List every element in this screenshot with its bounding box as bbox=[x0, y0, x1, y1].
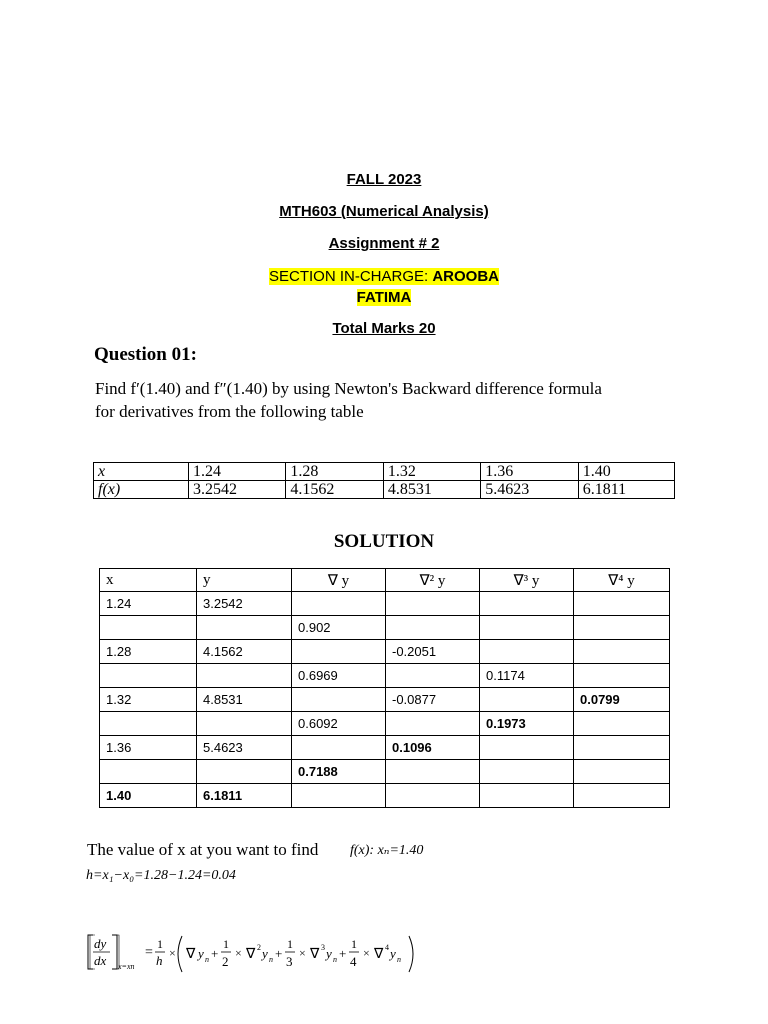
svg-text:y: y bbox=[198, 946, 204, 961]
svg-text:3: 3 bbox=[321, 943, 325, 952]
assignment-heading: Assignment # 2 bbox=[328, 235, 440, 252]
svg-text:1: 1 bbox=[223, 937, 229, 951]
cell-y: 6.1811 bbox=[197, 784, 292, 808]
section-name-first: AROOBA bbox=[432, 268, 500, 285]
svg-text:1: 1 bbox=[351, 937, 357, 951]
derivative-formula bbox=[86, 932, 431, 982]
header-nabla3: ∇³ y bbox=[480, 569, 574, 592]
given-x-row bbox=[94, 463, 675, 481]
given-fx-cell: 5.4623 bbox=[481, 481, 578, 499]
cell-d4 bbox=[574, 592, 670, 616]
svg-text:y: y bbox=[262, 946, 268, 961]
cell-d2: -0.2051 bbox=[386, 640, 480, 664]
svg-text:y: y bbox=[326, 946, 332, 961]
cell-d3 bbox=[480, 760, 574, 784]
given-x-cell: 1.36 bbox=[481, 463, 578, 481]
cell-d3 bbox=[480, 736, 574, 760]
given-x-cell: 1.32 bbox=[383, 463, 480, 481]
table-row bbox=[100, 688, 670, 712]
svg-text:2: 2 bbox=[257, 943, 261, 952]
cell-d4 bbox=[574, 664, 670, 688]
svg-text:+: + bbox=[275, 946, 283, 961]
given-x-cell: 1.24 bbox=[189, 463, 286, 481]
table-row bbox=[100, 640, 670, 664]
cell-d3 bbox=[480, 688, 574, 712]
cell-x bbox=[100, 712, 197, 736]
cell-d2 bbox=[386, 784, 480, 808]
header-x: x bbox=[100, 569, 197, 592]
cell-x bbox=[100, 760, 197, 784]
x-value-statement: The value of x at you want to find bbox=[87, 840, 319, 859]
section-label: SECTION IN-CHARGE: bbox=[268, 268, 433, 285]
cell-d4 bbox=[574, 640, 670, 664]
given-x-label: x bbox=[94, 463, 189, 481]
cell-d2 bbox=[386, 712, 480, 736]
svg-text:y: y bbox=[390, 946, 396, 961]
cell-y bbox=[197, 712, 292, 736]
cell-d4 bbox=[574, 760, 670, 784]
cell-x: 1.24 bbox=[100, 592, 197, 616]
cell-d3: 0.1973 bbox=[480, 712, 574, 736]
question-title: Question 01: bbox=[94, 344, 197, 365]
cell-d1: 0.6969 bbox=[292, 664, 386, 688]
cell-d1 bbox=[292, 640, 386, 664]
cell-d2 bbox=[386, 592, 480, 616]
cell-d2 bbox=[386, 616, 480, 640]
cell-d1 bbox=[292, 592, 386, 616]
svg-text:×: × bbox=[363, 946, 370, 960]
cell-y bbox=[197, 664, 292, 688]
cell-d1 bbox=[292, 784, 386, 808]
svg-text:x=xn: x=xn bbox=[118, 962, 135, 971]
svg-text:4: 4 bbox=[385, 943, 389, 952]
cell-d1 bbox=[292, 688, 386, 712]
difference-table bbox=[99, 568, 670, 808]
cell-x bbox=[100, 616, 197, 640]
svg-text:=: = bbox=[145, 945, 153, 960]
table-row bbox=[100, 760, 670, 784]
header-nabla4: ∇⁴ y bbox=[574, 569, 670, 592]
svg-text:n: n bbox=[333, 955, 337, 964]
cell-y: 3.2542 bbox=[197, 592, 292, 616]
cell-d2: 0.1096 bbox=[386, 736, 480, 760]
cell-x bbox=[100, 664, 197, 688]
cell-d4: 0.0799 bbox=[574, 688, 670, 712]
svg-text:n: n bbox=[397, 955, 401, 964]
table-row bbox=[100, 784, 670, 808]
cell-d3 bbox=[480, 784, 574, 808]
cell-x: 1.40 bbox=[100, 784, 197, 808]
table-row bbox=[100, 592, 670, 616]
given-fx-label: f(x) bbox=[94, 481, 189, 499]
given-fx-cell: 4.1562 bbox=[286, 481, 383, 499]
cell-y: 4.1562 bbox=[197, 640, 292, 664]
given-x-cell: 1.28 bbox=[286, 463, 383, 481]
difference-header-row bbox=[100, 569, 670, 592]
course-heading: MTH603 (Numerical Analysis) bbox=[279, 203, 489, 220]
section-incharge bbox=[0, 266, 768, 308]
cell-d1 bbox=[292, 736, 386, 760]
svg-text:dy: dy bbox=[94, 936, 107, 951]
question-line-2: for derivatives from the following table bbox=[95, 402, 364, 421]
svg-text:n: n bbox=[205, 955, 209, 964]
svg-text:1: 1 bbox=[287, 937, 293, 951]
cell-d2: -0.0877 bbox=[386, 688, 480, 712]
table-row bbox=[100, 736, 670, 760]
cell-d4 bbox=[574, 736, 670, 760]
given-fx-cell: 6.1811 bbox=[578, 481, 674, 499]
table-row bbox=[100, 664, 670, 688]
svg-text:∇: ∇ bbox=[374, 947, 384, 962]
cell-d4 bbox=[574, 784, 670, 808]
svg-text:+: + bbox=[339, 946, 347, 961]
step-size-formula: h=x₁−x₀=1.28−1.24=0.04 bbox=[86, 868, 236, 883]
question-line-1: Find f′(1.40) and f″(1.40) by using Newton's Backward difference formula bbox=[95, 379, 602, 398]
given-fx-cell: 4.8531 bbox=[383, 481, 480, 499]
solution-title: SOLUTION bbox=[333, 531, 435, 552]
cell-x: 1.36 bbox=[100, 736, 197, 760]
cell-y: 5.4623 bbox=[197, 736, 292, 760]
x-value-formula: f(x): xₙ=1.40 bbox=[350, 843, 424, 858]
svg-text:n: n bbox=[269, 955, 273, 964]
svg-text:3: 3 bbox=[286, 954, 293, 969]
svg-text:+: + bbox=[211, 946, 219, 961]
cell-d4 bbox=[574, 616, 670, 640]
cell-x: 1.28 bbox=[100, 640, 197, 664]
cell-d1: 0.6092 bbox=[292, 712, 386, 736]
cell-d1: 0.902 bbox=[292, 616, 386, 640]
table-row bbox=[100, 712, 670, 736]
cell-y bbox=[197, 616, 292, 640]
svg-text:∇: ∇ bbox=[310, 947, 320, 962]
table-row bbox=[100, 616, 670, 640]
cell-d3 bbox=[480, 592, 574, 616]
cell-x: 1.32 bbox=[100, 688, 197, 712]
given-data-table bbox=[93, 462, 675, 499]
derivative-formula-graphic bbox=[86, 932, 431, 977]
header-nabla2: ∇² y bbox=[386, 569, 480, 592]
svg-text:∇: ∇ bbox=[186, 947, 196, 962]
cell-d3 bbox=[480, 616, 574, 640]
cell-d2 bbox=[386, 760, 480, 784]
cell-d3 bbox=[480, 640, 574, 664]
cell-d3: 0.1174 bbox=[480, 664, 574, 688]
svg-text:×: × bbox=[169, 946, 176, 960]
header-y: y bbox=[197, 569, 292, 592]
cell-y bbox=[197, 760, 292, 784]
cell-d1: 0.7188 bbox=[292, 760, 386, 784]
cell-y: 4.8531 bbox=[197, 688, 292, 712]
header-nabla1: ∇ y bbox=[292, 569, 386, 592]
term-heading: FALL 2023 bbox=[346, 171, 422, 188]
cell-d4 bbox=[574, 712, 670, 736]
given-fx-cell: 3.2542 bbox=[189, 481, 286, 499]
given-x-cell: 1.40 bbox=[578, 463, 674, 481]
total-marks: Total Marks 20 bbox=[332, 320, 436, 337]
svg-text:h: h bbox=[156, 953, 163, 968]
svg-text:×: × bbox=[299, 946, 306, 960]
question-text bbox=[95, 377, 695, 423]
given-fx-row bbox=[94, 481, 675, 499]
svg-text:2: 2 bbox=[222, 954, 229, 969]
svg-text:dx: dx bbox=[94, 953, 107, 968]
svg-text:4: 4 bbox=[350, 954, 357, 969]
svg-text:∇: ∇ bbox=[246, 947, 256, 962]
svg-text:1: 1 bbox=[157, 937, 163, 951]
section-name-last: FATIMA bbox=[356, 289, 412, 306]
svg-text:×: × bbox=[235, 946, 242, 960]
cell-d2 bbox=[386, 664, 480, 688]
